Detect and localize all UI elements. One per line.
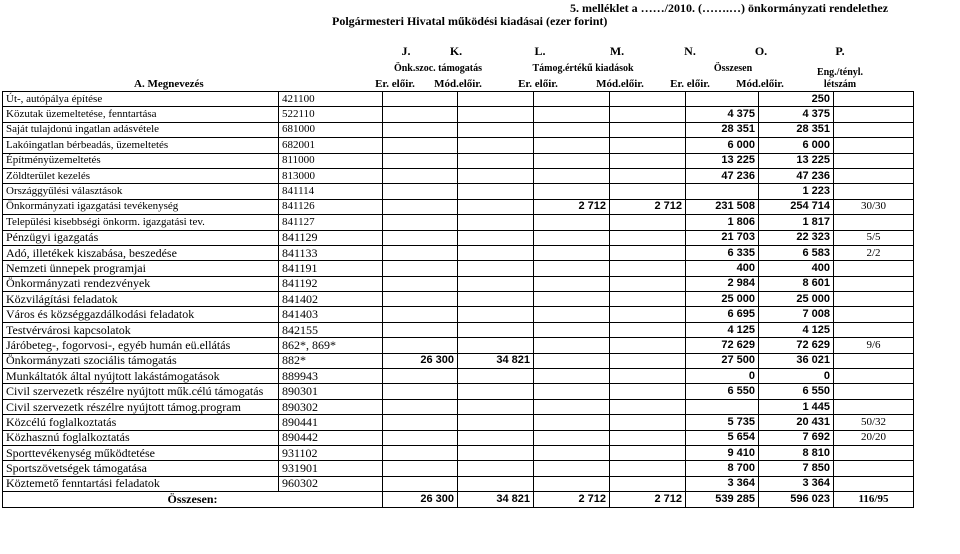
cell-n: 72 629 bbox=[686, 338, 759, 353]
cell-l bbox=[534, 338, 610, 353]
column-header-n: N. bbox=[684, 44, 696, 58]
cell-headcount bbox=[834, 153, 914, 168]
cell-j bbox=[383, 168, 458, 183]
table-row bbox=[3, 184, 914, 199]
total-l: 2 712 bbox=[534, 492, 610, 507]
cell-o: 47 236 bbox=[759, 168, 834, 183]
row-code: 890442 bbox=[279, 430, 383, 445]
cell-k bbox=[458, 338, 534, 353]
cell-o: 13 225 bbox=[759, 153, 834, 168]
headcount-header: Eng./tényl. létszám bbox=[816, 67, 864, 90]
cell-o: 20 431 bbox=[759, 415, 834, 430]
cell-j bbox=[383, 92, 458, 107]
row-code: 862*, 869* bbox=[279, 338, 383, 353]
cell-headcount: 50/32 bbox=[834, 415, 914, 430]
cell-n: 231 508 bbox=[686, 199, 759, 214]
subheader-n: Er. előir. bbox=[670, 78, 710, 90]
total-label: Összesen: bbox=[3, 492, 383, 507]
cell-l bbox=[534, 92, 610, 107]
cell-m bbox=[610, 307, 686, 322]
cell-headcount bbox=[834, 461, 914, 476]
row-code: 682001 bbox=[279, 138, 383, 153]
cell-n: 3 364 bbox=[686, 476, 759, 491]
cell-headcount bbox=[834, 276, 914, 291]
cell-n: 6 335 bbox=[686, 245, 759, 260]
total-row bbox=[3, 492, 914, 507]
cell-l bbox=[534, 261, 610, 276]
cell-j bbox=[383, 399, 458, 414]
cell-l bbox=[534, 445, 610, 460]
cell-l bbox=[534, 399, 610, 414]
cell-j bbox=[383, 292, 458, 307]
column-header-p: P. bbox=[835, 44, 845, 58]
table-row bbox=[3, 322, 914, 337]
document-title-line2: Polgármesteri Hivatal működési kiadásai (ezer forint) bbox=[332, 14, 608, 28]
table-row bbox=[3, 107, 914, 122]
cell-o: 7 850 bbox=[759, 461, 834, 476]
cell-m bbox=[610, 215, 686, 230]
subheader-o: Mód.előir. bbox=[736, 78, 784, 90]
row-code: 842155 bbox=[279, 322, 383, 337]
cell-n: 4 125 bbox=[686, 322, 759, 337]
cell-j bbox=[383, 461, 458, 476]
cell-l bbox=[534, 122, 610, 137]
cell-o: 254 714 bbox=[759, 199, 834, 214]
cell-n: 47 236 bbox=[686, 168, 759, 183]
cell-n bbox=[686, 399, 759, 414]
table-row bbox=[3, 230, 914, 245]
row-name: Települési kisebbségi önkorm. igazgatási tev. bbox=[3, 215, 279, 230]
cell-n: 6 550 bbox=[686, 384, 759, 399]
cell-k bbox=[458, 461, 534, 476]
cell-headcount bbox=[834, 445, 914, 460]
cell-o: 7 692 bbox=[759, 430, 834, 445]
table-row bbox=[3, 215, 914, 230]
row-code: 889943 bbox=[279, 369, 383, 384]
cell-l bbox=[534, 384, 610, 399]
column-header-o: O. bbox=[754, 44, 768, 58]
row-code: 931102 bbox=[279, 445, 383, 460]
cell-k bbox=[458, 384, 534, 399]
cell-l bbox=[534, 353, 610, 368]
cell-j bbox=[383, 476, 458, 491]
subheader-k: Mód.előir. bbox=[434, 78, 482, 90]
total-o: 596 023 bbox=[759, 492, 834, 507]
cell-o: 25 000 bbox=[759, 292, 834, 307]
column-header-k: K. bbox=[449, 44, 463, 58]
cell-j bbox=[383, 369, 458, 384]
cell-m bbox=[610, 276, 686, 291]
cell-headcount bbox=[834, 292, 914, 307]
table-row bbox=[3, 399, 914, 414]
cell-m bbox=[610, 399, 686, 414]
cell-m bbox=[610, 369, 686, 384]
row-name: Pénzügyi igazgatás bbox=[3, 230, 279, 245]
column-header-l: L. bbox=[534, 44, 546, 58]
cell-k bbox=[458, 153, 534, 168]
cell-n bbox=[686, 92, 759, 107]
total-headcount: 116/95 bbox=[834, 492, 914, 507]
row-code: 813000 bbox=[279, 168, 383, 183]
cell-k bbox=[458, 138, 534, 153]
cell-o: 1 445 bbox=[759, 399, 834, 414]
cell-o: 4 125 bbox=[759, 322, 834, 337]
row-name: Közcélú foglalkoztatás bbox=[3, 415, 279, 430]
row-name: Önkormányzati szociális támogatás bbox=[3, 353, 279, 368]
cell-headcount bbox=[834, 384, 914, 399]
cell-o: 0 bbox=[759, 369, 834, 384]
row-code: 890301 bbox=[279, 384, 383, 399]
table-row bbox=[3, 338, 914, 353]
table-row bbox=[3, 138, 914, 153]
cell-m bbox=[610, 138, 686, 153]
cell-n: 8 700 bbox=[686, 461, 759, 476]
cell-l bbox=[534, 215, 610, 230]
cell-j bbox=[383, 307, 458, 322]
row-name: Építményüzemeltetés bbox=[3, 153, 279, 168]
cell-headcount: 30/30 bbox=[834, 199, 914, 214]
cell-l bbox=[534, 138, 610, 153]
row-name: Országgyűlési választások bbox=[3, 184, 279, 199]
cell-m bbox=[610, 92, 686, 107]
cell-j bbox=[383, 138, 458, 153]
row-name: Testvérvárosi kapcsolatok bbox=[3, 322, 279, 337]
row-name: Önkormányzati igazgatási tevékenység bbox=[3, 199, 279, 214]
row-code: 841402 bbox=[279, 292, 383, 307]
total-j: 26 300 bbox=[383, 492, 458, 507]
cell-l bbox=[534, 322, 610, 337]
row-name: Sporttevékenység működtetése bbox=[3, 445, 279, 460]
subheader-l: Er. előir. bbox=[518, 78, 558, 90]
cell-j bbox=[383, 153, 458, 168]
cell-o: 250 bbox=[759, 92, 834, 107]
row-name: Közutak üzemeltetése, fenntartása bbox=[3, 107, 279, 122]
cell-n: 400 bbox=[686, 261, 759, 276]
cell-l bbox=[534, 307, 610, 322]
cell-m bbox=[610, 322, 686, 337]
cell-l bbox=[534, 276, 610, 291]
cell-m bbox=[610, 353, 686, 368]
cell-k bbox=[458, 122, 534, 137]
row-name: Köztemető fenntartási feladatok bbox=[3, 476, 279, 491]
table-row bbox=[3, 461, 914, 476]
table-row bbox=[3, 384, 914, 399]
cell-headcount bbox=[834, 122, 914, 137]
cell-o: 22 323 bbox=[759, 230, 834, 245]
cell-headcount bbox=[834, 107, 914, 122]
cell-m bbox=[610, 476, 686, 491]
row-name: Nemzeti ünnepek programjai bbox=[3, 261, 279, 276]
subheader-j: Er. előir. bbox=[375, 78, 415, 90]
cell-k bbox=[458, 261, 534, 276]
cell-m: 2 712 bbox=[610, 199, 686, 214]
cell-m bbox=[610, 461, 686, 476]
row-code: 681000 bbox=[279, 122, 383, 137]
cell-headcount: 9/6 bbox=[834, 338, 914, 353]
row-name: Zöldterület kezelés bbox=[3, 168, 279, 183]
table-row bbox=[3, 369, 914, 384]
table-row bbox=[3, 276, 914, 291]
row-code: 522110 bbox=[279, 107, 383, 122]
column-header-j: J. bbox=[401, 44, 411, 58]
row-code: 841129 bbox=[279, 230, 383, 245]
cell-n: 5 735 bbox=[686, 415, 759, 430]
cell-k bbox=[458, 322, 534, 337]
row-code: 890441 bbox=[279, 415, 383, 430]
row-code: 841114 bbox=[279, 184, 383, 199]
cell-o: 6 583 bbox=[759, 245, 834, 260]
cell-n: 0 bbox=[686, 369, 759, 384]
cell-o: 28 351 bbox=[759, 122, 834, 137]
cell-n: 6 000 bbox=[686, 138, 759, 153]
cell-l: 2 712 bbox=[534, 199, 610, 214]
row-name: Város és községgazdálkodási feladatok bbox=[3, 307, 279, 322]
cell-o: 1 223 bbox=[759, 184, 834, 199]
cell-k bbox=[458, 215, 534, 230]
cell-k bbox=[458, 107, 534, 122]
table-row bbox=[3, 199, 914, 214]
cell-k bbox=[458, 399, 534, 414]
table-row bbox=[3, 292, 914, 307]
cell-n bbox=[686, 184, 759, 199]
row-name: Munkáltatók által nyújtott lakástámogatások bbox=[3, 369, 279, 384]
group-header-social: Önk.szoc. támogatás bbox=[393, 63, 483, 74]
cell-headcount: 2/2 bbox=[834, 245, 914, 260]
cell-j bbox=[383, 430, 458, 445]
cell-headcount bbox=[834, 322, 914, 337]
row-code: 882* bbox=[279, 353, 383, 368]
row-code: 931901 bbox=[279, 461, 383, 476]
table-row bbox=[3, 445, 914, 460]
cell-n: 21 703 bbox=[686, 230, 759, 245]
row-code: 841403 bbox=[279, 307, 383, 322]
row-name: Saját tulajdonú ingatlan adásvétele bbox=[3, 122, 279, 137]
cell-k bbox=[458, 430, 534, 445]
cell-j bbox=[383, 384, 458, 399]
cell-l bbox=[534, 153, 610, 168]
row-code: 841191 bbox=[279, 261, 383, 276]
cell-l bbox=[534, 107, 610, 122]
row-name: Járóbeteg-, fogorvosi-, egyéb humán eü.ellátás bbox=[3, 338, 279, 353]
table-row bbox=[3, 153, 914, 168]
column-header-m: M. bbox=[609, 44, 625, 58]
cell-m bbox=[610, 384, 686, 399]
cell-o: 7 008 bbox=[759, 307, 834, 322]
row-code: 960302 bbox=[279, 476, 383, 491]
cell-headcount bbox=[834, 476, 914, 491]
row-code: 841126 bbox=[279, 199, 383, 214]
row-name: Út-, autópálya építése bbox=[3, 92, 279, 107]
cell-k bbox=[458, 476, 534, 491]
cell-j bbox=[383, 199, 458, 214]
cell-k bbox=[458, 276, 534, 291]
cell-n: 1 806 bbox=[686, 215, 759, 230]
table-row bbox=[3, 415, 914, 430]
cell-m bbox=[610, 230, 686, 245]
cell-j bbox=[383, 215, 458, 230]
table-row bbox=[3, 245, 914, 260]
cell-headcount bbox=[834, 184, 914, 199]
cell-k bbox=[458, 245, 534, 260]
cell-headcount: 20/20 bbox=[834, 430, 914, 445]
cell-headcount bbox=[834, 138, 914, 153]
cell-m bbox=[610, 122, 686, 137]
cell-n: 27 500 bbox=[686, 353, 759, 368]
cell-n: 6 695 bbox=[686, 307, 759, 322]
cell-l bbox=[534, 245, 610, 260]
row-code: 890302 bbox=[279, 399, 383, 414]
row-name: Civil szervezetk részélre nyújtott támog.program bbox=[3, 399, 279, 414]
cell-l bbox=[534, 461, 610, 476]
subheader-m: Mód.előir. bbox=[596, 78, 644, 90]
cell-k bbox=[458, 184, 534, 199]
row-code: 841192 bbox=[279, 276, 383, 291]
cell-n: 2 984 bbox=[686, 276, 759, 291]
table-row bbox=[3, 122, 914, 137]
cell-k: 34 821 bbox=[458, 353, 534, 368]
cell-m bbox=[610, 107, 686, 122]
cell-j bbox=[383, 122, 458, 137]
cell-o: 6 000 bbox=[759, 138, 834, 153]
cell-j bbox=[383, 107, 458, 122]
group-header-transfers: Támog.értékű kiadások bbox=[532, 63, 634, 74]
cell-m bbox=[610, 292, 686, 307]
cell-headcount bbox=[834, 92, 914, 107]
cell-j bbox=[383, 261, 458, 276]
cell-n: 28 351 bbox=[686, 122, 759, 137]
row-name: Közvilágítási feladatok bbox=[3, 292, 279, 307]
cell-k bbox=[458, 415, 534, 430]
total-n: 539 285 bbox=[686, 492, 759, 507]
cell-o: 1 817 bbox=[759, 215, 834, 230]
cell-k bbox=[458, 230, 534, 245]
cell-l bbox=[534, 430, 610, 445]
cell-l bbox=[534, 168, 610, 183]
group-header-total: Összesen bbox=[713, 63, 753, 74]
table-row bbox=[3, 261, 914, 276]
cell-n: 25 000 bbox=[686, 292, 759, 307]
cell-j bbox=[383, 276, 458, 291]
cell-l bbox=[534, 476, 610, 491]
cell-j: 26 300 bbox=[383, 353, 458, 368]
table-row bbox=[3, 168, 914, 183]
cell-m bbox=[610, 184, 686, 199]
cell-j bbox=[383, 445, 458, 460]
row-code: 421100 bbox=[279, 92, 383, 107]
cell-j bbox=[383, 245, 458, 260]
row-name: Önkormányzati rendezvények bbox=[3, 276, 279, 291]
cell-k bbox=[458, 369, 534, 384]
cell-headcount bbox=[834, 353, 914, 368]
total-m: 2 712 bbox=[610, 492, 686, 507]
row-name: Civil szervezetk részélre nyújtott műk.célú támogatás bbox=[3, 384, 279, 399]
cell-l bbox=[534, 230, 610, 245]
cell-headcount bbox=[834, 215, 914, 230]
row-name: Adó, illetékek kiszabása, beszedése bbox=[3, 245, 279, 260]
cell-o: 8 601 bbox=[759, 276, 834, 291]
cell-k bbox=[458, 292, 534, 307]
row-name: Lakóingatlan bérbeadás, üzemeltetés bbox=[3, 138, 279, 153]
cell-j bbox=[383, 322, 458, 337]
cell-k bbox=[458, 307, 534, 322]
cell-l bbox=[534, 369, 610, 384]
cell-m bbox=[610, 261, 686, 276]
cell-headcount bbox=[834, 307, 914, 322]
cell-n: 9 410 bbox=[686, 445, 759, 460]
cell-headcount bbox=[834, 369, 914, 384]
cell-o: 4 375 bbox=[759, 107, 834, 122]
row-name: Közhasznú foglalkoztatás bbox=[3, 430, 279, 445]
cell-o: 400 bbox=[759, 261, 834, 276]
cell-n: 5 654 bbox=[686, 430, 759, 445]
cell-m bbox=[610, 153, 686, 168]
cell-o: 72 629 bbox=[759, 338, 834, 353]
cell-o: 3 364 bbox=[759, 476, 834, 491]
row-code: 841127 bbox=[279, 215, 383, 230]
cell-o: 8 810 bbox=[759, 445, 834, 460]
cell-n: 13 225 bbox=[686, 153, 759, 168]
cell-m bbox=[610, 245, 686, 260]
cell-j bbox=[383, 184, 458, 199]
cell-o: 36 021 bbox=[759, 353, 834, 368]
row-code: 811000 bbox=[279, 153, 383, 168]
cell-headcount bbox=[834, 261, 914, 276]
table-row bbox=[3, 92, 914, 107]
document-title-line1: 5. melléklet a ……/2010. (…….…) önkormányzati rendelethez bbox=[570, 1, 889, 15]
cell-m bbox=[610, 338, 686, 353]
cell-l bbox=[534, 415, 610, 430]
cell-m bbox=[610, 415, 686, 430]
table-row bbox=[3, 430, 914, 445]
cell-l bbox=[534, 292, 610, 307]
cell-k bbox=[458, 168, 534, 183]
cell-j bbox=[383, 230, 458, 245]
cell-m bbox=[610, 445, 686, 460]
cell-m bbox=[610, 430, 686, 445]
cell-headcount: 5/5 bbox=[834, 230, 914, 245]
table-row bbox=[3, 476, 914, 491]
cell-l bbox=[534, 184, 610, 199]
expenditure-table bbox=[2, 91, 914, 508]
cell-k bbox=[458, 92, 534, 107]
table-row bbox=[3, 353, 914, 368]
cell-j bbox=[383, 338, 458, 353]
cell-o: 6 550 bbox=[759, 384, 834, 399]
cell-j bbox=[383, 415, 458, 430]
cell-k bbox=[458, 445, 534, 460]
cell-headcount bbox=[834, 399, 914, 414]
total-k: 34 821 bbox=[458, 492, 534, 507]
row-code: 841133 bbox=[279, 245, 383, 260]
name-column-header: A. Megnevezés bbox=[134, 78, 204, 90]
cell-n: 4 375 bbox=[686, 107, 759, 122]
cell-k bbox=[458, 199, 534, 214]
table-row bbox=[3, 307, 914, 322]
cell-m bbox=[610, 168, 686, 183]
row-name: Sportszövetségek támogatása bbox=[3, 461, 279, 476]
cell-headcount bbox=[834, 168, 914, 183]
